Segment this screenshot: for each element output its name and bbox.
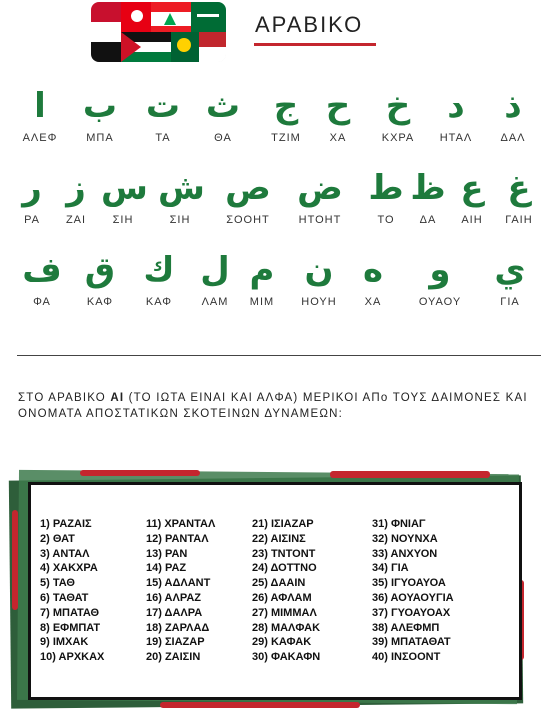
letter-cell	[20, 250, 64, 308]
letter-name: ΗΤΑΛ	[439, 132, 473, 144]
arabic-letter: ذ	[504, 86, 522, 126]
letter-name: ΗΤΟΗΤ	[298, 214, 342, 226]
list-item: 23) ΤΝΤΟΝΤ	[252, 547, 316, 560]
list-item: 40) ΙΝΣΟΟΝΤ	[372, 651, 441, 664]
intro-text-prefix: ΣΤΟ ΑΡΑΒΙΚΟ	[18, 392, 111, 404]
list-item: 3) ΑΝΤΑΛ	[40, 547, 90, 560]
arabic-letter: ل	[200, 250, 230, 290]
letter-name: ΧΑ	[364, 296, 382, 308]
list-item: 9) ΙΜΧΑΚ	[40, 636, 89, 649]
letter-cell	[18, 86, 62, 144]
letter-name: ΜΠΑ	[86, 132, 114, 144]
letter-cell	[193, 250, 237, 308]
letter-name: ΑΙΗ	[461, 214, 483, 226]
letter-name: ΤΟ	[377, 214, 395, 226]
list-item: 4) ΧΑΚΧΡΑ	[40, 562, 98, 575]
arabic-letter: خ	[385, 86, 411, 126]
letter-cell	[296, 168, 344, 226]
page-title: ΑΡΑΒΙΚΟ	[255, 12, 364, 37]
letter-name: ΓΙΑ	[500, 296, 520, 308]
list-item: 32) ΝΟΥΝΧΑ	[372, 532, 438, 545]
letter-name: ΣΙΗ	[169, 214, 191, 226]
list-item: 36) ΑΟΥΑΟΥΓΙΑ	[372, 591, 454, 604]
letter-cell	[351, 250, 395, 308]
list-item: 24) ΔΟΤΤΝΟ	[252, 562, 317, 575]
list-item: 22) ΑΙΣΙΝΣ	[252, 532, 306, 545]
letter-name: ΔΑ	[419, 214, 437, 226]
letter-cell	[56, 168, 96, 226]
letter-name: ΓΑΙΗ	[505, 214, 533, 226]
letter-cell	[491, 86, 535, 144]
letter-name: ΣΟΟΗΤ	[226, 214, 270, 226]
demon-names-intro	[18, 390, 538, 422]
letter-name: ΑΛΕΦ	[22, 132, 58, 144]
letter-cell	[264, 86, 308, 144]
arabic-letter: س	[101, 168, 148, 208]
list-item: 14) ΡΑΖ	[146, 562, 187, 575]
arabic-letter: ا	[34, 86, 46, 126]
letter-name: ΚΑΦ	[86, 296, 114, 308]
letter-cell	[141, 86, 185, 144]
list-item: 16) ΑΛΡΑΖ	[146, 591, 202, 604]
names-column-3	[252, 517, 320, 665]
list-item: 27) ΜΙΜΜΑΛ	[252, 606, 317, 619]
arabic-letter: ك	[143, 250, 175, 290]
arabic-letter: ز	[66, 168, 86, 208]
arabic-letter: و	[429, 250, 451, 290]
letter-cell	[78, 86, 122, 144]
letter-cell	[101, 168, 148, 226]
letter-cell	[240, 250, 284, 308]
letter-cell	[316, 86, 360, 144]
letter-name: ΡΑ	[24, 214, 40, 226]
letter-cell	[488, 250, 532, 308]
list-item: 39) ΜΠΑΤΑΘΑΤ	[372, 636, 451, 649]
title-underline	[254, 43, 376, 46]
arabic-letter: ت	[145, 86, 181, 126]
list-item: 19) ΣΙΑΖΑΡ	[146, 636, 205, 649]
list-item: 2) ΘΑΤ	[40, 532, 75, 545]
arabic-letter: ض	[297, 168, 343, 208]
arabic-letter: ي	[494, 250, 526, 290]
letter-name: ΖΑΙ	[65, 214, 87, 226]
arabic-letter: ظ	[410, 168, 446, 208]
arabic-letter: ش	[158, 168, 205, 208]
arabic-letter: ه	[362, 250, 384, 290]
arabic-letter: ن	[304, 250, 334, 290]
list-item: 7) ΜΠΑΤΑΘ	[40, 606, 100, 619]
letter-name: ΤΑ	[155, 132, 171, 144]
letter-name: ΚΧΡΑ	[381, 132, 415, 144]
letter-name: ΔΑΛ	[500, 132, 526, 144]
list-item: 18) ΖΑΡΛΑΔ	[146, 621, 210, 634]
names-column-1	[40, 517, 104, 665]
letter-cell	[12, 168, 52, 226]
red-brush-stroke	[12, 510, 18, 610]
list-item: 38) ΑΛΕΦΜΠ	[372, 621, 440, 634]
arabic-letter: م	[249, 250, 275, 290]
letter-cell	[432, 86, 480, 144]
letter-cell	[158, 168, 205, 226]
letter-name: ΟΥΑΟΥ	[418, 296, 462, 308]
letter-cell	[224, 168, 272, 226]
list-item: 34) ΓΙΑ	[372, 562, 409, 575]
letter-name: ΦΑ	[33, 296, 51, 308]
list-item: 15) ΑΔΛΑΝΤ	[146, 577, 211, 590]
list-item: 25) ΔΑΑΙΝ	[252, 577, 306, 590]
list-item: 21) ΙΣΙΑΖΑΡ	[252, 518, 314, 530]
intro-highlight: AI	[110, 392, 125, 404]
list-item: 1) ΡΑΖΑΙΣ	[40, 518, 92, 530]
arabic-letter: ص	[225, 168, 271, 208]
arabic-letter: ق	[84, 250, 116, 290]
letter-name: ΜΙΜ	[249, 296, 275, 308]
list-item: 30) ΦΑΚΑΦΝ	[252, 651, 321, 664]
letter-name: ΗΟΥΗ	[301, 296, 337, 308]
letter-cell	[137, 250, 181, 308]
letter-name: ΣΙΗ	[112, 214, 134, 226]
red-brush-stroke	[80, 470, 200, 476]
letter-cell	[201, 86, 245, 144]
letter-cell	[452, 168, 492, 226]
arabic-letter: غ	[507, 168, 531, 208]
list-item: 13) ΡΑΝ	[146, 547, 188, 560]
list-item: 37) ΓΥΟΑΥΟΑΧ	[372, 606, 451, 619]
letter-name: ΛΑΜ	[201, 296, 229, 308]
list-item: 12) ΡΑΝΤΑΛ	[146, 532, 209, 545]
list-item: 31) ΦΝΙΑΓ	[372, 518, 426, 530]
arabic-letter: ج	[273, 86, 299, 126]
arabic-letter: ر	[22, 168, 42, 208]
list-item: 6) ΤΑΘΑΤ	[40, 591, 89, 604]
list-item: 17) ΔΑΛΡΑ	[146, 606, 203, 619]
list-item: 8) ΕΦΜΠΑΤ	[40, 621, 101, 634]
letter-cell	[295, 250, 343, 308]
arabic-letter: ث	[205, 86, 241, 126]
arabic-letter: ح	[325, 86, 351, 126]
letter-name: ΧΑ	[329, 132, 347, 144]
list-item: 33) ΑΝΧΥΟΝ	[372, 547, 438, 560]
arabic-letter: ط	[368, 168, 404, 208]
arabic-letter: د	[447, 86, 465, 126]
letter-cell	[78, 250, 122, 308]
arabic-letter: ب	[82, 86, 118, 126]
letter-name: ΤΖΙΜ	[271, 132, 301, 144]
letter-cell	[374, 86, 422, 144]
list-item: 29) ΚΑΦΑΚ	[252, 636, 312, 649]
letter-name: ΘΑ	[214, 132, 232, 144]
letter-cell	[412, 250, 468, 308]
arabic-letter: ع	[460, 168, 484, 208]
letter-cell	[499, 168, 539, 226]
list-item: 11) ΧΡΑΝΤΑΛ	[146, 518, 216, 530]
names-column-2	[146, 517, 215, 665]
list-item: 10) ΑΡΧΚΑΧ	[40, 651, 105, 664]
list-item: 20) ΖΑΙΣΙΝ	[146, 651, 201, 664]
red-brush-stroke	[330, 471, 490, 478]
names-column-4	[372, 517, 454, 665]
intro-text-suffix: (ΤΟ ΙΩΤΑ ΕΙΝΑΙ ΚΑΙ ΑΛΦΑ) ΜΕΡΙΚΟΙ ΑΠο ΤΟΥΣ ΔΑΙΜΟΝΕΣ ΚΑΙ ΟΝΟΜΑΤΑ ΑΠΟΣΤΑΤΙΚΩΝ ΣΚΟΤΕΙΝΩΝ ΔΥΝΑΜΕΩΝ:	[18, 392, 528, 420]
letter-name: ΚΑΦ	[145, 296, 173, 308]
arab-flags-banner	[91, 2, 226, 62]
letter-cell	[408, 168, 448, 226]
red-brush-stroke	[160, 702, 360, 708]
section-divider	[17, 355, 541, 356]
list-item: 35) ΙΓΥΟΑΥΟΑ	[372, 577, 446, 590]
letter-cell	[366, 168, 406, 226]
list-item: 5) ΤΑΘ	[40, 577, 75, 590]
list-item: 28) ΜΑΛΦΑΚ	[252, 621, 321, 634]
list-item: 26) ΑΦΛΑΜ	[252, 591, 312, 604]
arabic-letter: ف	[22, 250, 62, 290]
